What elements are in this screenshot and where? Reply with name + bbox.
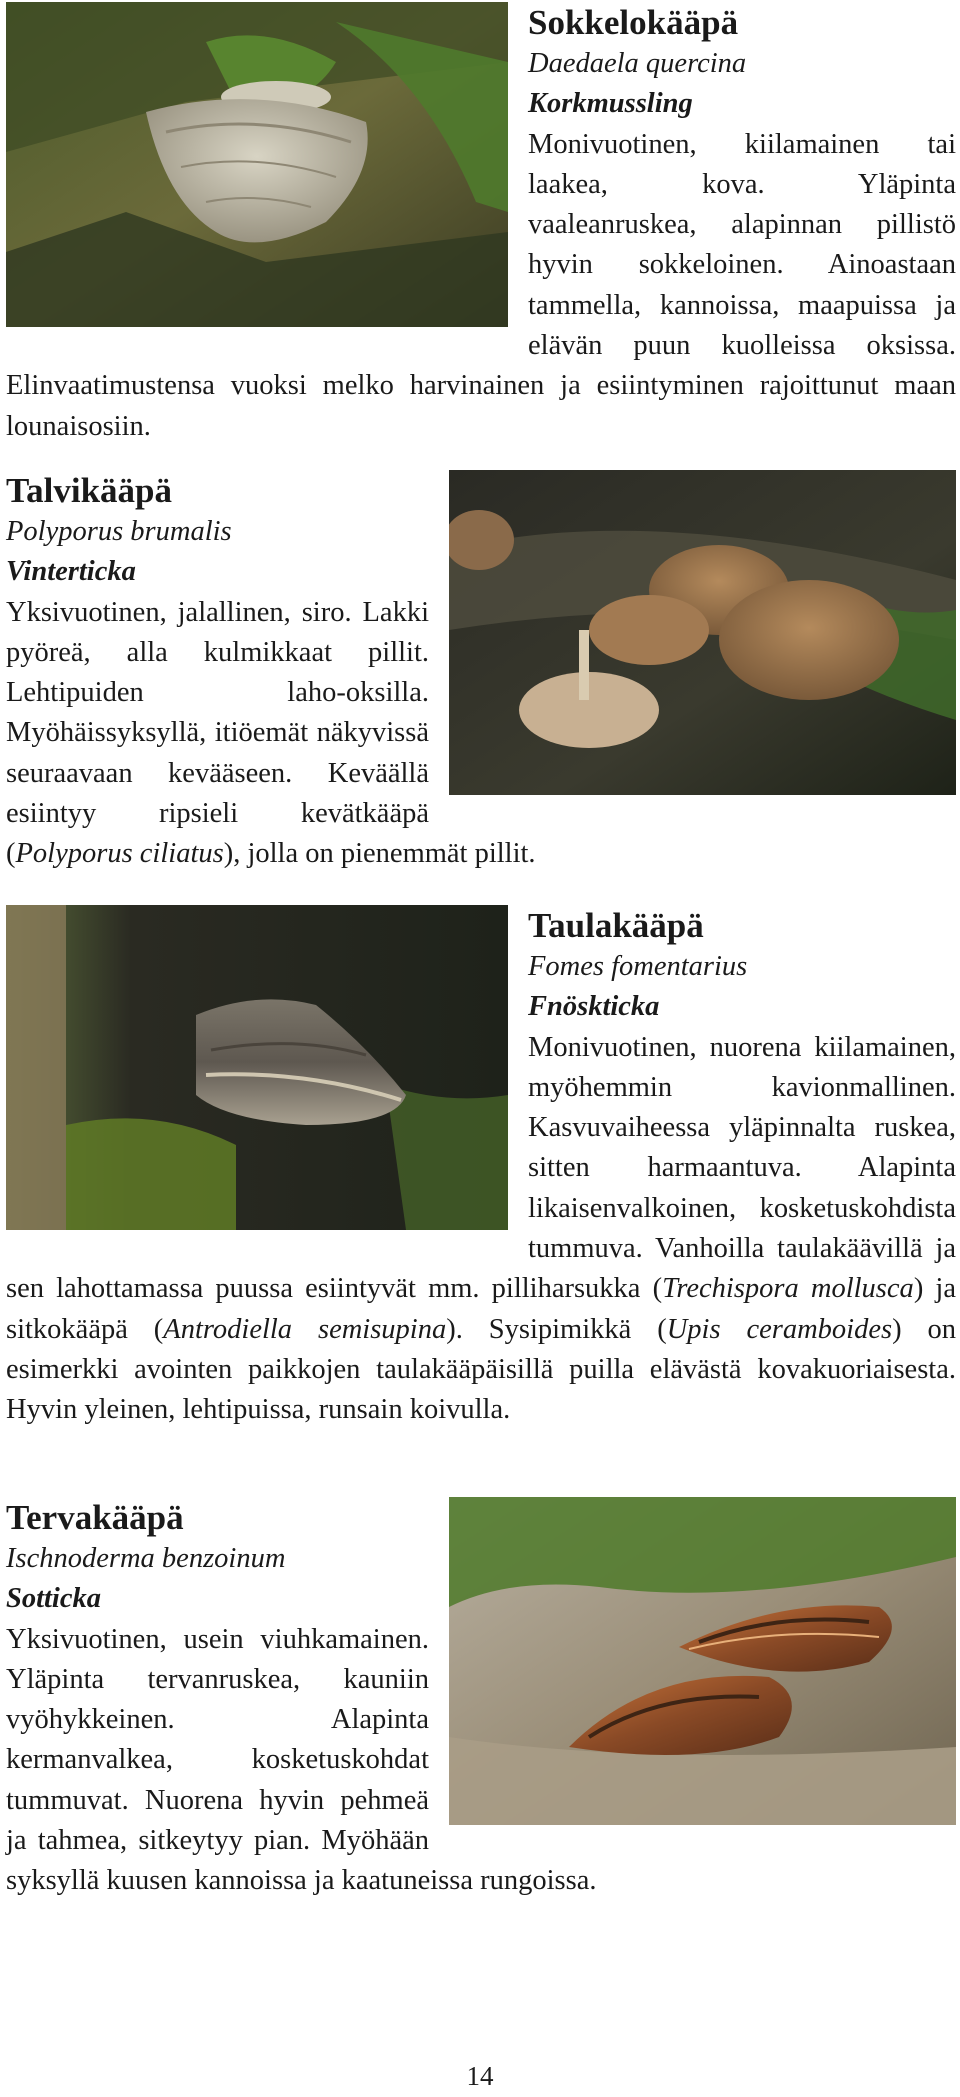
- entries.2.photo_icon: [6, 905, 508, 1230]
- fungus-photo-icon: [449, 1497, 956, 1825]
- species-description: Monivuotinen, nuorena kiilamainen, myöhemmin kavionmallinen. Kasvuvaiheessa yläpinnalta ruskea, sitten harmaantuva. Alapinta likaisenvalkoinen, kosketuskohdista tummuva. Vanhoilla taulakäävillä ja sen lahottamassa puussa esiintyvät mm. pilliharsukka (Trechispora mollusca) ja sitkokääpä (Antrodiella semisupina). Sysipimikkä (Upis ceramboides) on esimerkki avointen paikkojen taulakääpäisillä puilla elävästä kovakuoriaisesta. Hyvin yleinen, lehtipuissa, runsain koivulla.: [6, 1031, 957, 1426]
- species-latin-name: Daedaela quercina: [528, 48, 747, 79]
- species-latin-name: Polyporus brumalis: [6, 516, 232, 547]
- fungus-photo-icon: [6, 2, 508, 327]
- species-entry-tervakaapa: [6, 1497, 956, 1902]
- entries.0.photo_icon: [6, 2, 508, 327]
- fungus-photo-icon: [6, 905, 508, 1230]
- species-description: Yksivuotinen, usein viuhkamainen. Yläpinta tervanruskea, kauniin vyöhykkeinen. Alapinta kermanvalkea, kosketuskohdat tummuvat. Nuorena hyvin pehmeä ja tahmea, sitkeytyy pian. Myöhään syksyllä kuusen kannoissa ja kaatuneissa rungoissa.: [6, 1623, 597, 1897]
- species-title: Talvikääpä: [6, 471, 173, 510]
- entries.1.photo_icon: [449, 470, 956, 795]
- species-latin-name: Ischnoderma benzoinum: [6, 1543, 286, 1574]
- species-description: Monivuotinen, kiilamainen tai laakea, kova. Yläpinta vaaleanruskea, alapinnan pillistö hyvin sokkeloinen. Ainoastaan tammella, kannoissa, maapuissa ja elävän puun kuolleissa oksissa. Elinvaatimustensa vuoksi melko harvinainen ja esiintyminen rajoittunut maan lounaisosiin.: [6, 128, 956, 442]
- page-number: 14: [466, 2061, 494, 2091]
- species-entry-talvikaapa: [6, 470, 956, 875]
- fungus-photo-icon: [449, 470, 956, 795]
- species-entry-sokkelokaapa: [6, 2, 956, 447]
- species-latin-name: Fomes fomentarius: [528, 951, 748, 982]
- species-entry-taulakaapa: [6, 905, 956, 1431]
- entries.3.photo_icon: [449, 1497, 956, 1825]
- species-title: Tervakääpä: [6, 1498, 184, 1537]
- species-description: Yksivuotinen, jalallinen, siro. Lakki pyöreä, alla kulmikkaat pillit. Lehtipuiden laho-oksilla. Myöhäissyksyllä, itiöemät näkyvissä seuraavaan kevääseen. Keväällä esiintyy ripsieli kevätkääpä (Polyporus ciliatus), jolla on pienemmät pillit.: [6, 596, 536, 870]
- species-title: Taulakääpä: [528, 906, 704, 945]
- species-swedish-name: Sotticka: [6, 1583, 102, 1615]
- species-swedish-name: Fnöskticka: [528, 991, 660, 1023]
- species-swedish-name: Korkmussling: [528, 88, 693, 120]
- species-swedish-name: Vinterticka: [6, 556, 136, 588]
- species-title: Sokkelokääpä: [528, 3, 739, 42]
